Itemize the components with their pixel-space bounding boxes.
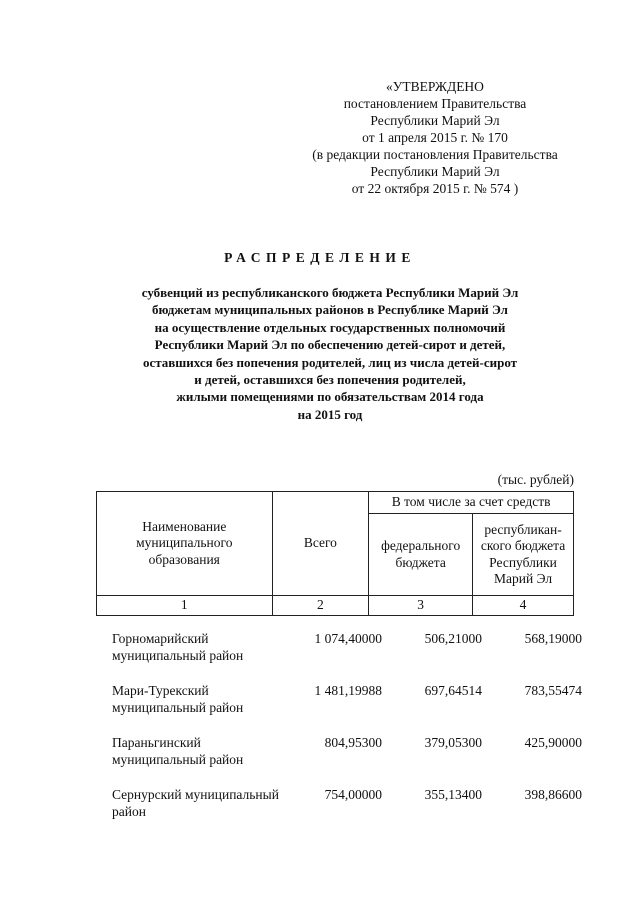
units-label: (тыс. рублей) <box>497 472 574 487</box>
subtitle-line: на осуществление отдельных государственных полномочий <box>154 319 506 335</box>
document-subtitle <box>80 284 580 423</box>
row-total: 1 074,40000 <box>314 631 382 646</box>
row-total: 1 481,19988 <box>314 683 382 698</box>
table-row <box>112 630 582 664</box>
row-name: Параньгинский муниципальный район <box>112 735 244 767</box>
subtitle-line: оставшихся без попечения родителей, лиц из числа детей-сирот <box>142 354 518 370</box>
row-total: 754,00000 <box>324 787 382 802</box>
row-federal: 697,64514 <box>424 683 482 698</box>
subtitle-line: на 2015 год <box>297 406 363 422</box>
row-republic: 398,86600 <box>524 787 582 802</box>
subtitle-line: и детей, оставшихся без попечения родителей, <box>194 372 466 388</box>
table-header <box>96 491 574 616</box>
header-federal: федерального бюджета <box>369 514 473 596</box>
header-total: Всего <box>272 492 369 596</box>
approval-stamp <box>290 78 580 197</box>
approval-line: «УТВЕРЖДЕНО <box>386 79 484 94</box>
subtitle-line: бюджетам муниципальных районов в Республике Марий Эл <box>152 302 508 318</box>
row-name: Горномарийский муниципальный район <box>112 631 244 663</box>
row-republic: 425,90000 <box>524 735 582 750</box>
table-row <box>112 734 582 768</box>
approval-line: от 1 апреля 2015 г. № 170 <box>362 130 508 145</box>
subtitle-line: Республики Марий Эл по обеспечению детей-сирот и детей, <box>154 337 506 353</box>
approval-line: (в редакции постановления Правительства <box>312 147 558 162</box>
row-republic: 568,19000 <box>524 631 582 646</box>
table-row <box>112 682 582 716</box>
header-name: Наименование муниципального образования <box>97 492 273 596</box>
row-federal: 379,05300 <box>424 735 482 750</box>
col-number: 2 <box>272 596 369 616</box>
approval-line: Республики Марий Эл <box>370 164 500 179</box>
row-federal: 355,13400 <box>424 787 482 802</box>
approval-line: Республики Марий Эл <box>370 113 500 128</box>
col-number: 3 <box>369 596 473 616</box>
row-name: Мари-Турекский муниципальный район <box>112 683 244 715</box>
col-number: 1 <box>97 596 273 616</box>
document-heading: РАСПРЕДЕЛЕНИЕ <box>224 250 416 265</box>
row-name: Сернурский муниципальный район <box>112 787 279 819</box>
table-row <box>112 786 582 820</box>
row-republic: 783,55474 <box>524 683 582 698</box>
row-federal: 506,21000 <box>424 631 482 646</box>
approval-line: постановлением Правительства <box>343 96 527 111</box>
col-number: 4 <box>473 596 574 616</box>
row-total: 804,95300 <box>324 735 382 750</box>
approval-line: от 22 октября 2015 г. № 574 ) <box>351 181 519 196</box>
header-group: В том числе за счет средств <box>369 492 574 514</box>
subtitle-line: жилыми помещениями по обязательствам 2014 года <box>176 389 484 405</box>
subtitle-line: субвенций из республиканского бюджета Республики Марий Эл <box>141 285 519 300</box>
header-republic: республикан-ского бюджета Республики Марий Эл <box>473 514 574 596</box>
table-body <box>112 630 582 820</box>
